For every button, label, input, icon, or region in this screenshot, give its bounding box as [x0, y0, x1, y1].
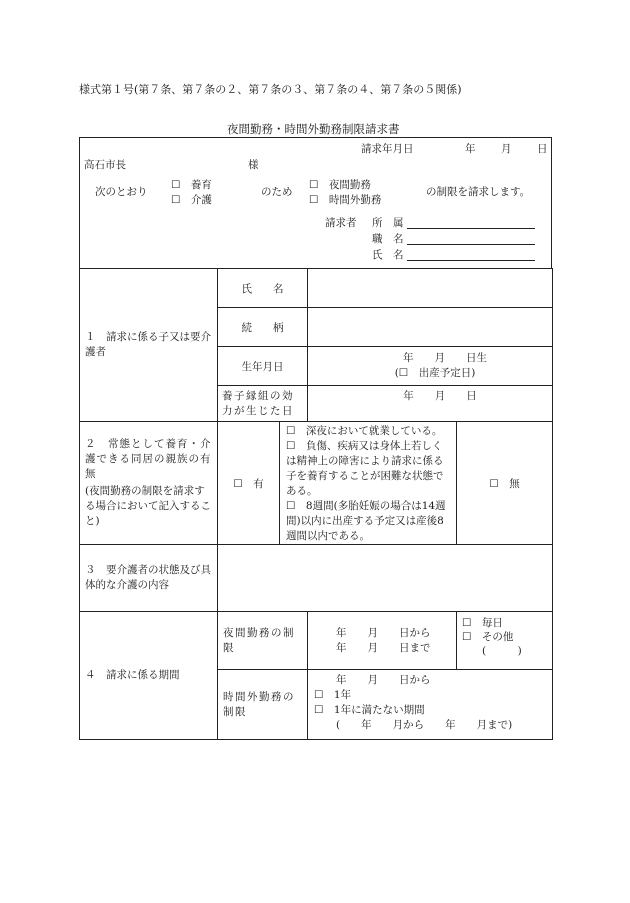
- s4-night-label: 夜間勤務の制限: [223, 626, 295, 654]
- option-childcare-checkbox[interactable]: ☐ 養育: [171, 179, 212, 191]
- requester-label: 請求者: [325, 217, 357, 229]
- title-label: 職 名: [372, 233, 404, 245]
- s2-condition-pregnancy-checkbox[interactable]: ☐ 8週間(多胎妊娠の場合は14週間)以内に出産する予定又は産後8週間以内である。: [286, 500, 446, 542]
- dept-label: 所 属: [372, 217, 404, 229]
- s1-adoption-value: 年 月 日: [403, 390, 477, 402]
- s2-row: [80, 422, 553, 545]
- s3-row: [80, 545, 553, 612]
- s2-condition-night-checkbox[interactable]: ☐ 深夜において就業している。: [286, 425, 443, 437]
- s4-night-from: 年 月 日から: [336, 626, 431, 639]
- s1-birth-input[interactable]: [308, 347, 553, 386]
- s2-label: ２ 常態として養育・介護できる同居の親族の有無: [85, 438, 212, 480]
- form-title: 夜間勤務・時間外勤務制限請求書: [227, 122, 400, 136]
- s2-no-cell: [457, 422, 553, 545]
- s4-frequency-cell: [457, 612, 553, 670]
- s1-adoption-input[interactable]: [308, 386, 553, 422]
- title-field[interactable]: [407, 244, 535, 245]
- option-nursing-checkbox[interactable]: ☐ 介護: [171, 194, 212, 206]
- s4-overtime-options: [308, 670, 553, 740]
- s1-birth-label: 生年月日: [218, 347, 308, 386]
- s2-note: (夜間勤務の制限を請求する場合において記入すること): [85, 485, 211, 527]
- s4-other-input[interactable]: ( ): [482, 645, 522, 657]
- s4-night-row: [80, 612, 553, 670]
- s4-overtime-less-checkbox[interactable]: ☐ 1年に満たない期間: [314, 704, 425, 716]
- request-date-year: 年: [465, 143, 476, 155]
- name-field[interactable]: [407, 260, 535, 261]
- for-purpose-text: のため: [261, 186, 293, 198]
- request-date-day: 日: [537, 143, 548, 155]
- s1-birth-value: 年 月 日生: [403, 352, 487, 364]
- s4-night-label-cell: [218, 612, 308, 670]
- addressee: 高石市長: [84, 159, 126, 171]
- s4-overtime-label: 時間外勤務の制限: [223, 690, 295, 718]
- s1-name-row: [80, 269, 553, 308]
- s1-adoption-label: 養子縁組の効力が生じた日: [222, 389, 294, 417]
- honorific: 様: [248, 159, 259, 171]
- s2-no-checkbox[interactable]: ☐ 無: [489, 477, 520, 490]
- s4-label-cell: [80, 612, 218, 740]
- s1-relation-label: 続 柄: [218, 308, 308, 347]
- s1-relation-input[interactable]: [308, 308, 553, 347]
- s2-yes-cell: [218, 422, 280, 545]
- s2-condition-injury-checkbox[interactable]: ☐ 負傷、疾病又は身体上若しくは精神上の障害により請求に係る子を養育することが困難な状態である。: [286, 440, 444, 497]
- option-overtime-checkbox[interactable]: ☐ 時間外勤務: [309, 194, 382, 206]
- form-number: 様式第１号(第７条、第７条の２、第７条の３、第７条の４、第７条の５関係): [79, 83, 462, 96]
- s4-daily-checkbox[interactable]: ☐ 毎日: [462, 617, 503, 629]
- s4-overtime-1year-checkbox[interactable]: ☐ 1年: [314, 689, 352, 701]
- name-label: 氏 名: [372, 249, 404, 261]
- request-date-month: 月: [501, 143, 512, 155]
- s1-birth-due-checkbox[interactable]: (☐ 出産予定日): [394, 367, 476, 379]
- request-text: の制限を請求します。: [426, 186, 531, 198]
- s4-night-to: 年 月 日まで: [336, 641, 431, 654]
- s1-label-cell: [80, 269, 218, 422]
- request-date-label: 請求年月日: [361, 143, 414, 155]
- s1-label: １ 請求に係る子又は要介護者: [85, 331, 211, 358]
- s2-label-cell: [80, 422, 218, 545]
- s3-input[interactable]: [218, 545, 553, 612]
- s1-name-input[interactable]: [308, 269, 553, 308]
- as-follows-text: 次のとおり: [95, 186, 148, 198]
- s3-label-cell: [80, 545, 218, 612]
- s4-night-dates[interactable]: [308, 612, 457, 670]
- s4-overtime-label-cell: [218, 670, 308, 740]
- s3-label: ３ 要介護者の状態及び具体的な介護の内容: [85, 564, 211, 591]
- option-night-work-checkbox[interactable]: ☐ 夜間勤務: [309, 179, 371, 191]
- s4-overtime-range[interactable]: ( 年 月から 年 月まで): [336, 719, 513, 731]
- s4-label: ４ 請求に係る期間: [85, 669, 180, 681]
- s2-conditions-cell: [280, 422, 457, 545]
- s2-yes-checkbox[interactable]: ☐ 有: [233, 477, 264, 490]
- request-details-table: [79, 268, 553, 740]
- s1-name-label: 氏 名: [218, 269, 308, 308]
- s4-overtime-from[interactable]: 年 月 日から: [336, 674, 431, 686]
- s1-adoption-label-cell: [218, 386, 308, 422]
- s4-other-checkbox[interactable]: ☐ その他: [462, 631, 514, 643]
- dept-field[interactable]: [407, 228, 535, 229]
